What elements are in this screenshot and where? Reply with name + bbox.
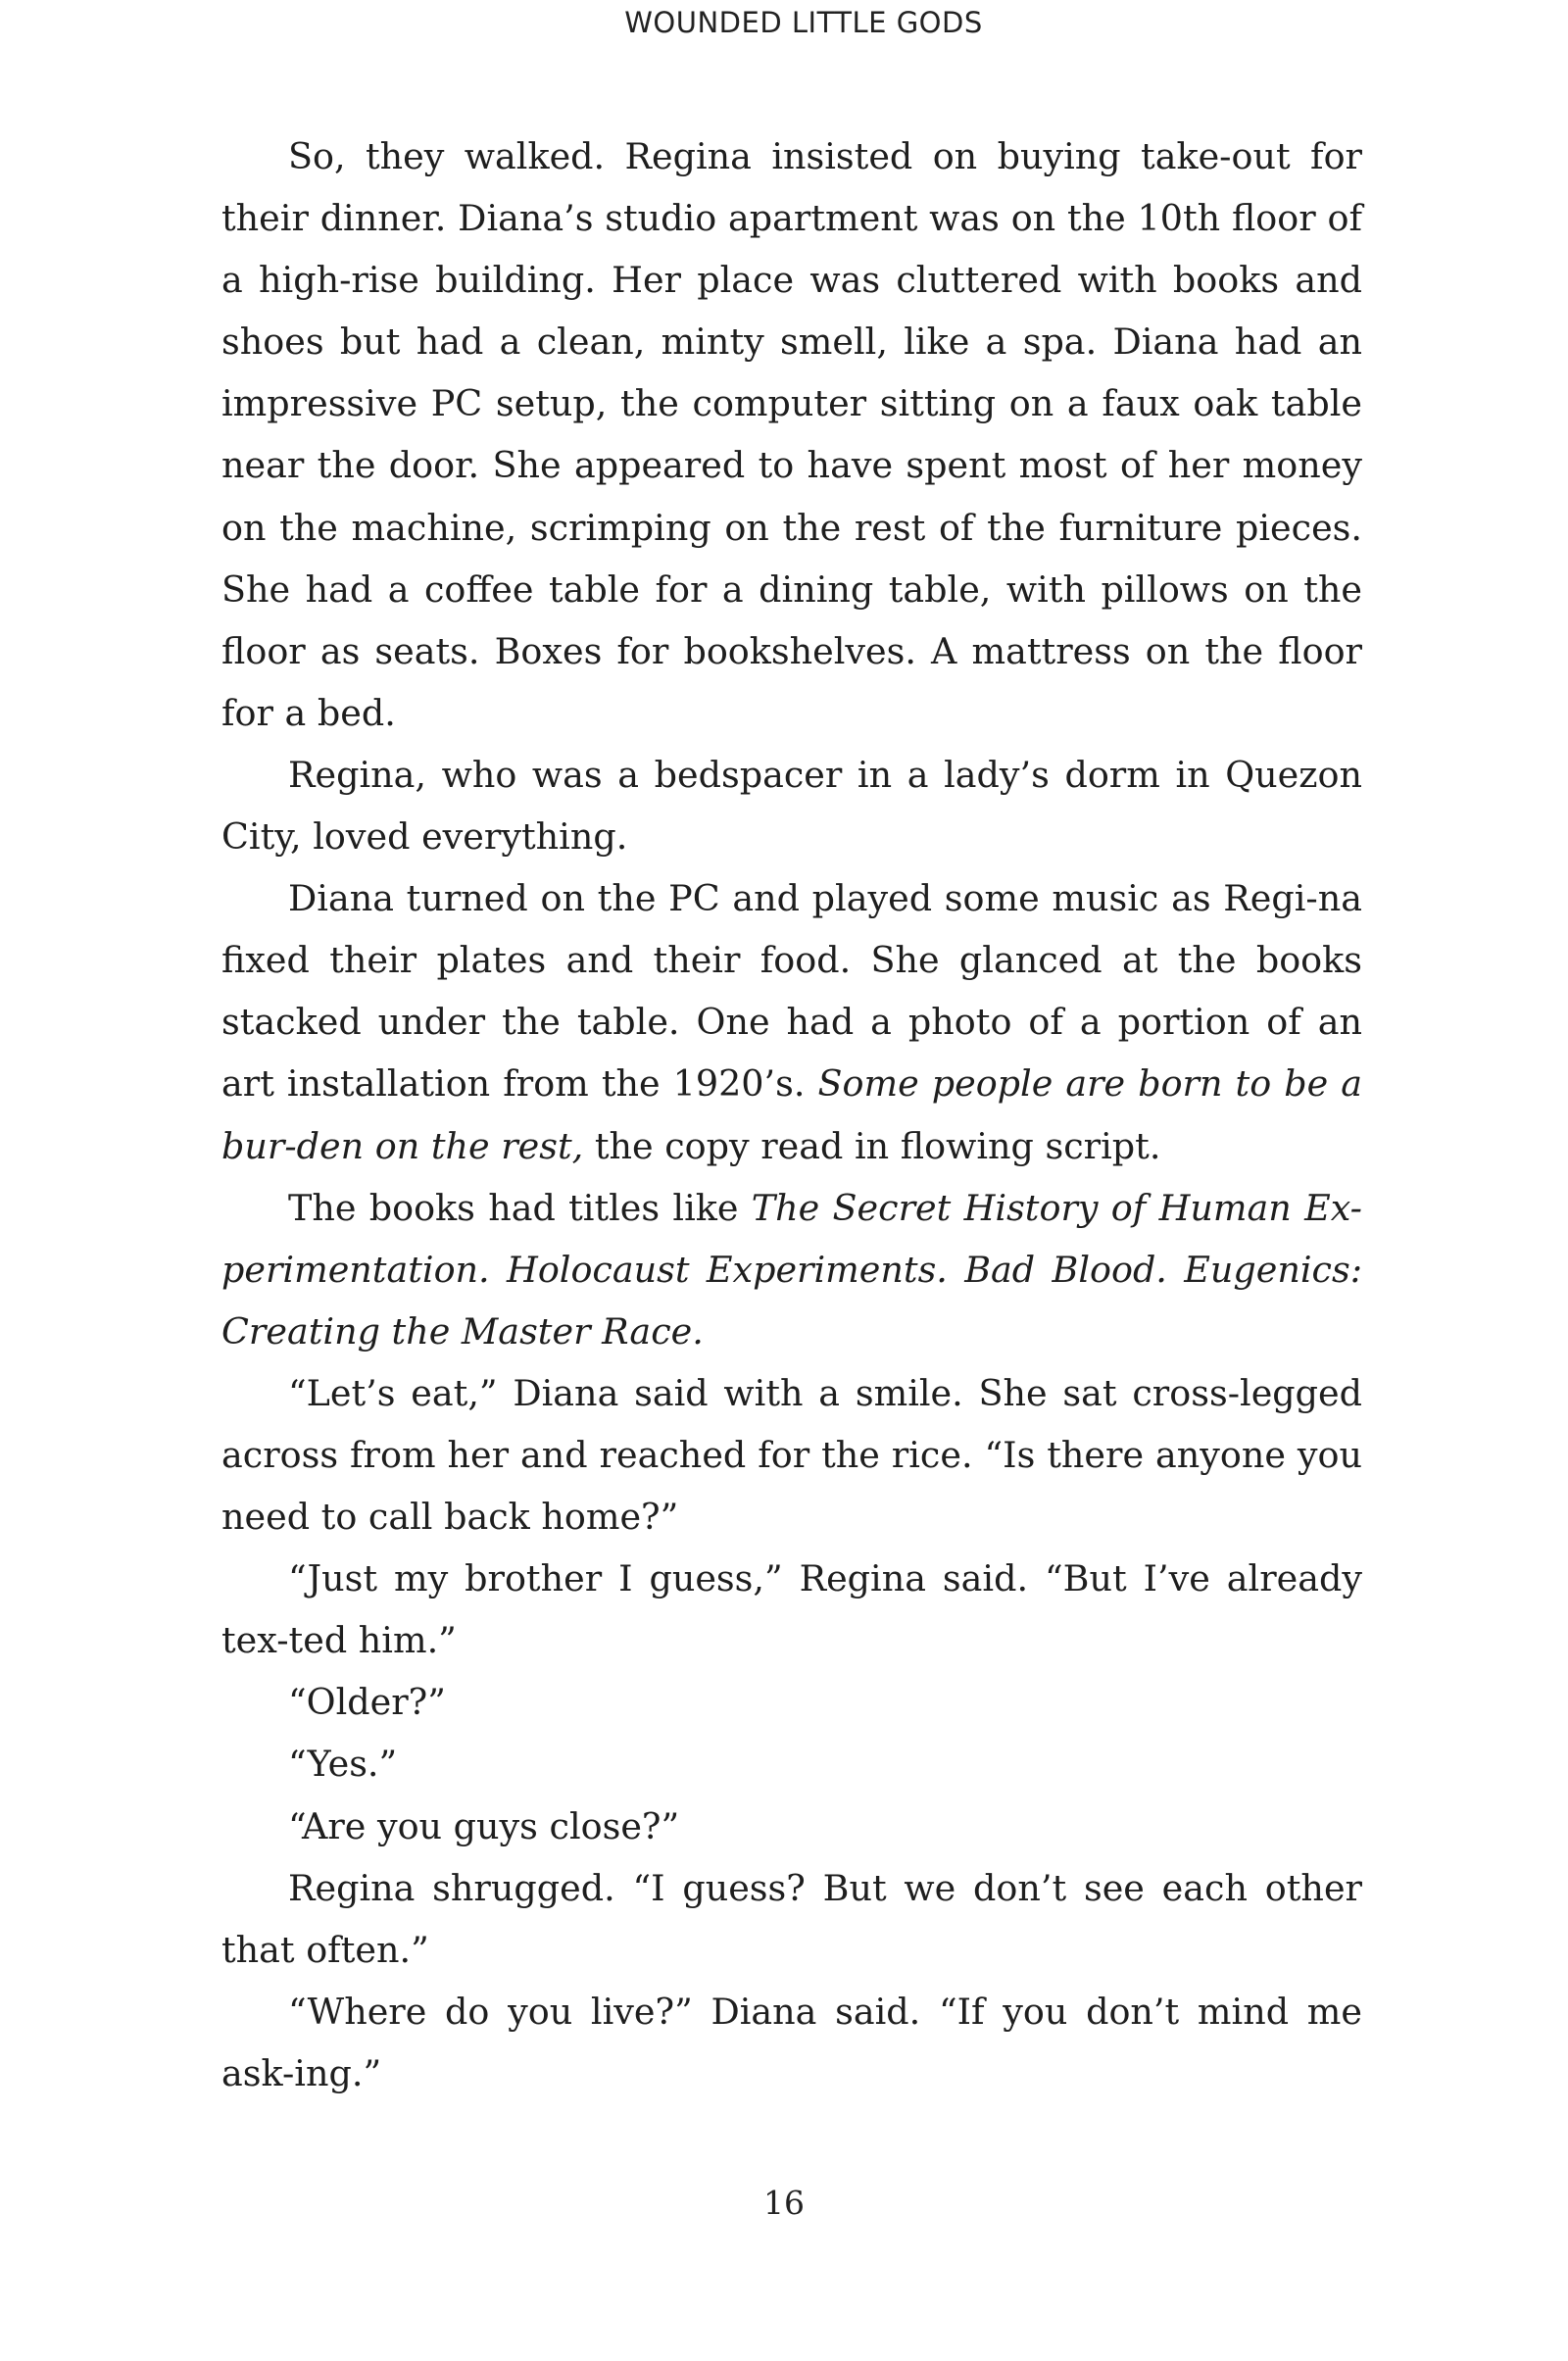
paragraph [221,1981,1362,2104]
paragraph [221,867,1362,1176]
page-number: 16 [763,2184,805,2222]
text-run: “Let’s eat,” Diana said with a smile. She sat cross-legged across from her and reached for the rice. “Is there anyone you need to call back home?” [221,1371,1362,1539]
text-run: “Just my brother I guess,” Regina said. “But I’ve already tex-ted him.” [221,1557,1362,1662]
text-run: The books had titles like [288,1186,752,1229]
text-run: “Yes.” [288,1743,398,1786]
text-run: the copy read in flowing script. [583,1124,1161,1167]
paragraph [221,1857,1362,1981]
italic-text-run: Some people are born to be a bur-den on the rest, [221,1062,1362,1167]
paragraph [221,1671,1362,1733]
paragraph [221,1795,1362,1857]
paragraph [221,744,1362,867]
paragraph [221,1177,1362,1362]
text-run: Diana turned on the PC and played some music as Regi-na fixed their plates and their food. She glanced at the books stacked under the table. One had a photo of a portion of an art installation from the 1920’s. [221,877,1362,1106]
text-run: Regina, who was a bedspacer in a lady’s dorm in Quezon City, loved everything. [221,753,1362,859]
paragraph [221,1362,1362,1548]
text-run: “Where do you live?” Diana said. “If you don’t mind me ask-ing.” [221,1990,1362,2094]
running-head: WOUNDED LITTLE GODS [624,6,983,39]
text-run: “Older?” [288,1681,446,1724]
paragraph [221,1548,1362,1671]
text-run: So, they walked. Regina insisted on buying take-out for their dinner. Diana’s studio apartment was on the 10th floor of a high-rise building. Her place was cluttered with books and shoes but had a clean, minty smell, like a spa. Diana had an impressive PC setup, the computer sitting on a faux oak table near the door. She appeared to have spent most of her money on the machine, scrimping on the rest of the furniture pieces. She had a coffee table for a dining table, with pillows on the floor as seats. Boxes for bookshelves. A mattress on the floor for a bed. [221,135,1362,734]
italic-text-run: The Secret History of Human Ex-perimentation. Holocaust Experiments. Bad Blood. Eugenics: Creating the Master Race. [221,1186,1363,1353]
body-text [221,125,1362,2104]
text-run: Regina shrugged. “I guess? But we don’t see each other that often.” [221,1866,1362,1971]
paragraph [221,125,1362,744]
text-run: “Are you guys close?” [288,1804,680,1847]
paragraph [221,1733,1362,1795]
